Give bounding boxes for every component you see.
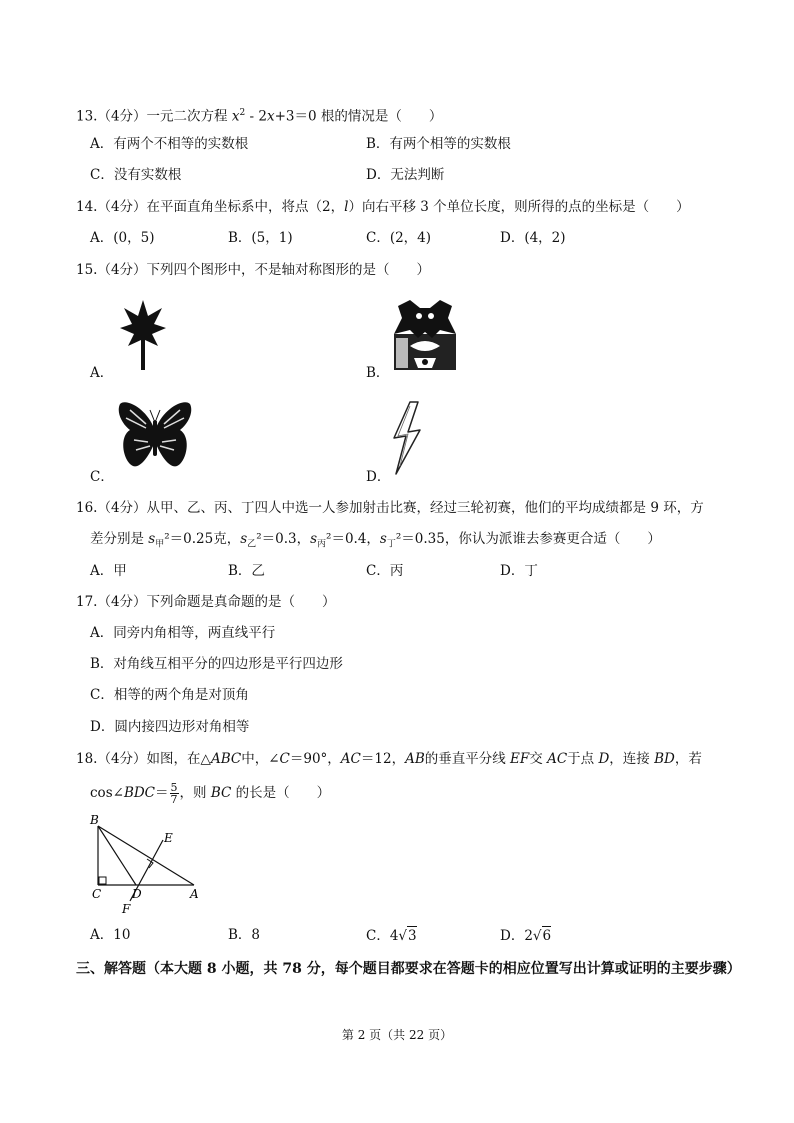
butterfly-figure (116, 398, 194, 474)
label-b: B (90, 813, 99, 827)
q18-option-b: B．8 (228, 927, 261, 943)
q16-stem-line1: 16.（4分）从甲、乙、丙、丁四人中选一人参加射击比赛，经过三轮初赛，他们的平均成绩都是 9 环，方 (76, 500, 704, 516)
page-footer: 第 2 页（共 22 页） (341, 1028, 453, 1042)
q16-stem-line2: 差分别是 $s_甲^2=0.25$克，$s_乙^2=0.3$，$s_丙^2=0.4$，$s_丁^2=0.35$，你认为派谁去参赛更合适（ ） (90, 531, 661, 550)
label-e: E (164, 831, 173, 845)
label-d: D (132, 887, 142, 901)
q13-stem: 13.（4分）一元二次方程 $x^2 - 2x+3=0$ 根的情况是（ ） (76, 108, 443, 125)
q18-stem-line1: 18.（4分）如图，在△ABC中，∠C＝90°，AC＝12，AB的垂直平分线 EF交 AC于点 D，连接 BD，若 (76, 751, 702, 767)
q13-option-a: A．有两个不相等的实数根 (90, 136, 249, 152)
q15-option-b: B． (366, 365, 390, 381)
q17-stem: 17.（4分）下列命题是真命题的是（ ） (76, 594, 336, 610)
q15-option-a: A． (90, 365, 114, 381)
q18-stem-line2: cos∠BDC＝ $\frac{5}{7}$ ，则 BC 的长是（ ） (90, 781, 331, 806)
q15-option-d: D． (366, 469, 391, 485)
q16-option-c: C．丙 (366, 563, 404, 579)
label-a: A (190, 887, 199, 901)
q17-option-c: C．相等的两个角是对顶角 (90, 687, 249, 703)
q13-option-b: B．有两个相等的实数根 (366, 136, 511, 152)
q16-option-a: A．甲 (90, 563, 127, 579)
section-title: 三、解答题（本大题 8 小题，共 78 分，每个题目都要求在答题卡的相应位置写出计算或证明的主要步骤） (76, 961, 741, 977)
q15-stem: 15.（4分）下列四个图形中，不是轴对称图形的是（ ） (76, 262, 431, 278)
q14-option-d: D．(4，2) (500, 230, 566, 246)
q13-option-c: C．没有实数根 (90, 167, 182, 183)
eagle-figure (390, 296, 460, 374)
fraction: $\frac{5}{7}$ (170, 781, 178, 806)
q17-option-d: D．圆内接四边形对角相等 (90, 719, 250, 735)
q14-stem: 14.（4分）在平面直角坐标系中，将点（2，l）向右平移 3 个单位长度，则所得的点的坐标是（ ） (76, 199, 690, 215)
q13-option-d: D．无法判断 (366, 167, 445, 183)
leaf-figure (118, 298, 168, 372)
q17-option-b: B．对角线互相平分的四边形是平行四边形 (90, 656, 343, 672)
q17-option-a: A．同旁内角相等，两直线平行 (90, 625, 276, 641)
q14-option-a: A．(0，5) (90, 230, 155, 246)
q18-option-d: D．2√6 (500, 928, 552, 944)
q16-option-d: D．丁 (500, 563, 538, 579)
label-f: F (122, 902, 131, 916)
triangle-figure (86, 812, 206, 918)
q15-option-c: C． (90, 469, 114, 485)
q14-option-b: B．(5，1) (228, 230, 293, 246)
label-c: C (92, 887, 102, 901)
q18-option-c: C．4√3 (366, 928, 417, 944)
q18-option-a: A．10 (90, 927, 131, 943)
lightning-figure (388, 400, 424, 476)
q14-option-c: C．(2，4) (366, 230, 432, 246)
q16-option-b: B．乙 (228, 563, 265, 579)
